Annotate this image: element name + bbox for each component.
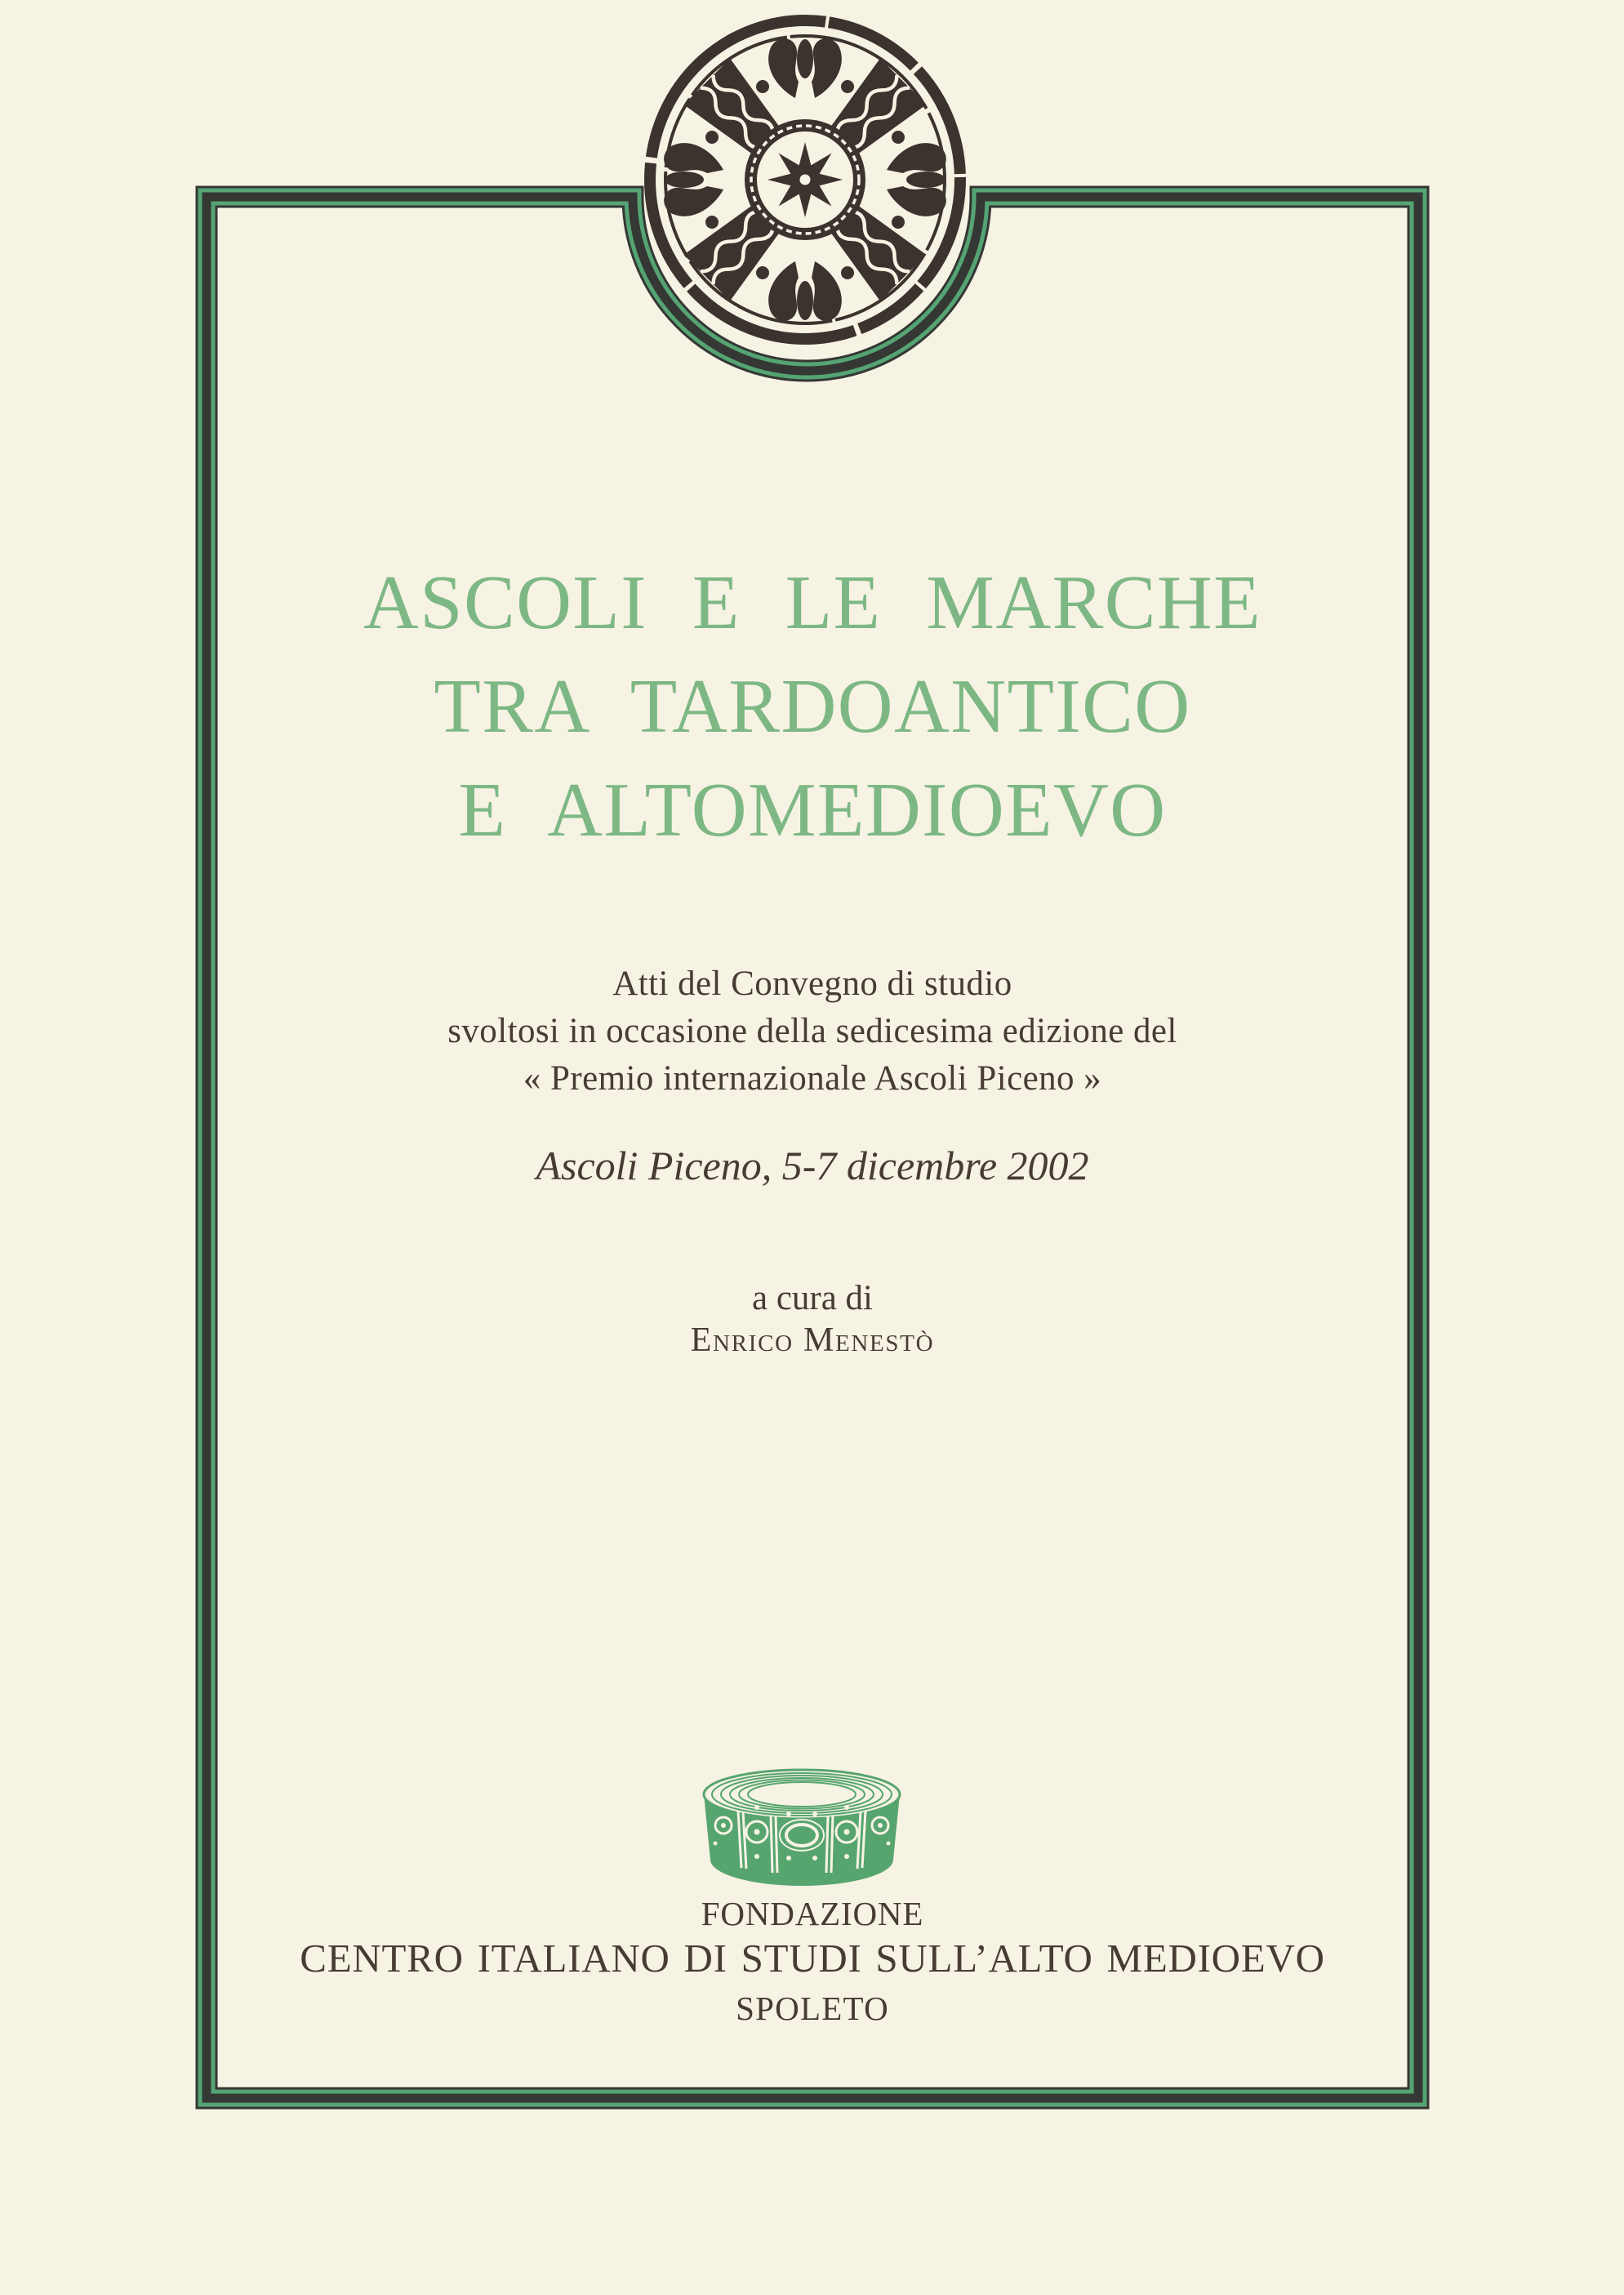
title-line-2: TRA TARDOANTICO [434,664,1191,749]
conference-subtitle [196,960,1429,1103]
subtitle-line-3: « Premio internazionale Ascoli Piceno » [523,1059,1102,1098]
editor-prefix: a cura di [751,1279,874,1317]
book-title [196,551,1429,862]
decorated-ring-emblem-icon [704,1770,900,1886]
subtitle-line-1: Atti del Convegno di studio [612,965,1012,1003]
publisher-line-city: SPOLETO [736,1990,889,2027]
title-line-1: ASCOLI E LE MARCHE [363,560,1261,645]
disc-brooch-medallion-icon [650,20,960,339]
title-line-3: E ALTOMEDIOEVO [458,768,1167,853]
conference-place-date: Ascoli Piceno, 5-7 dicembre 2002 [536,1143,1089,1188]
publisher-line-institute: CENTRO ITALIANO DI STUDI SULL’ALTO MEDIOEVO [300,1936,1325,1981]
publisher-line-foundation: FONDAZIONE [701,1895,924,1932]
editor-name: Enrico Menestò [690,1321,935,1359]
medallion-central-rosette [745,119,865,240]
subtitle-line-2: svoltosi in occasione della sedicesima edizione del [447,1012,1177,1050]
